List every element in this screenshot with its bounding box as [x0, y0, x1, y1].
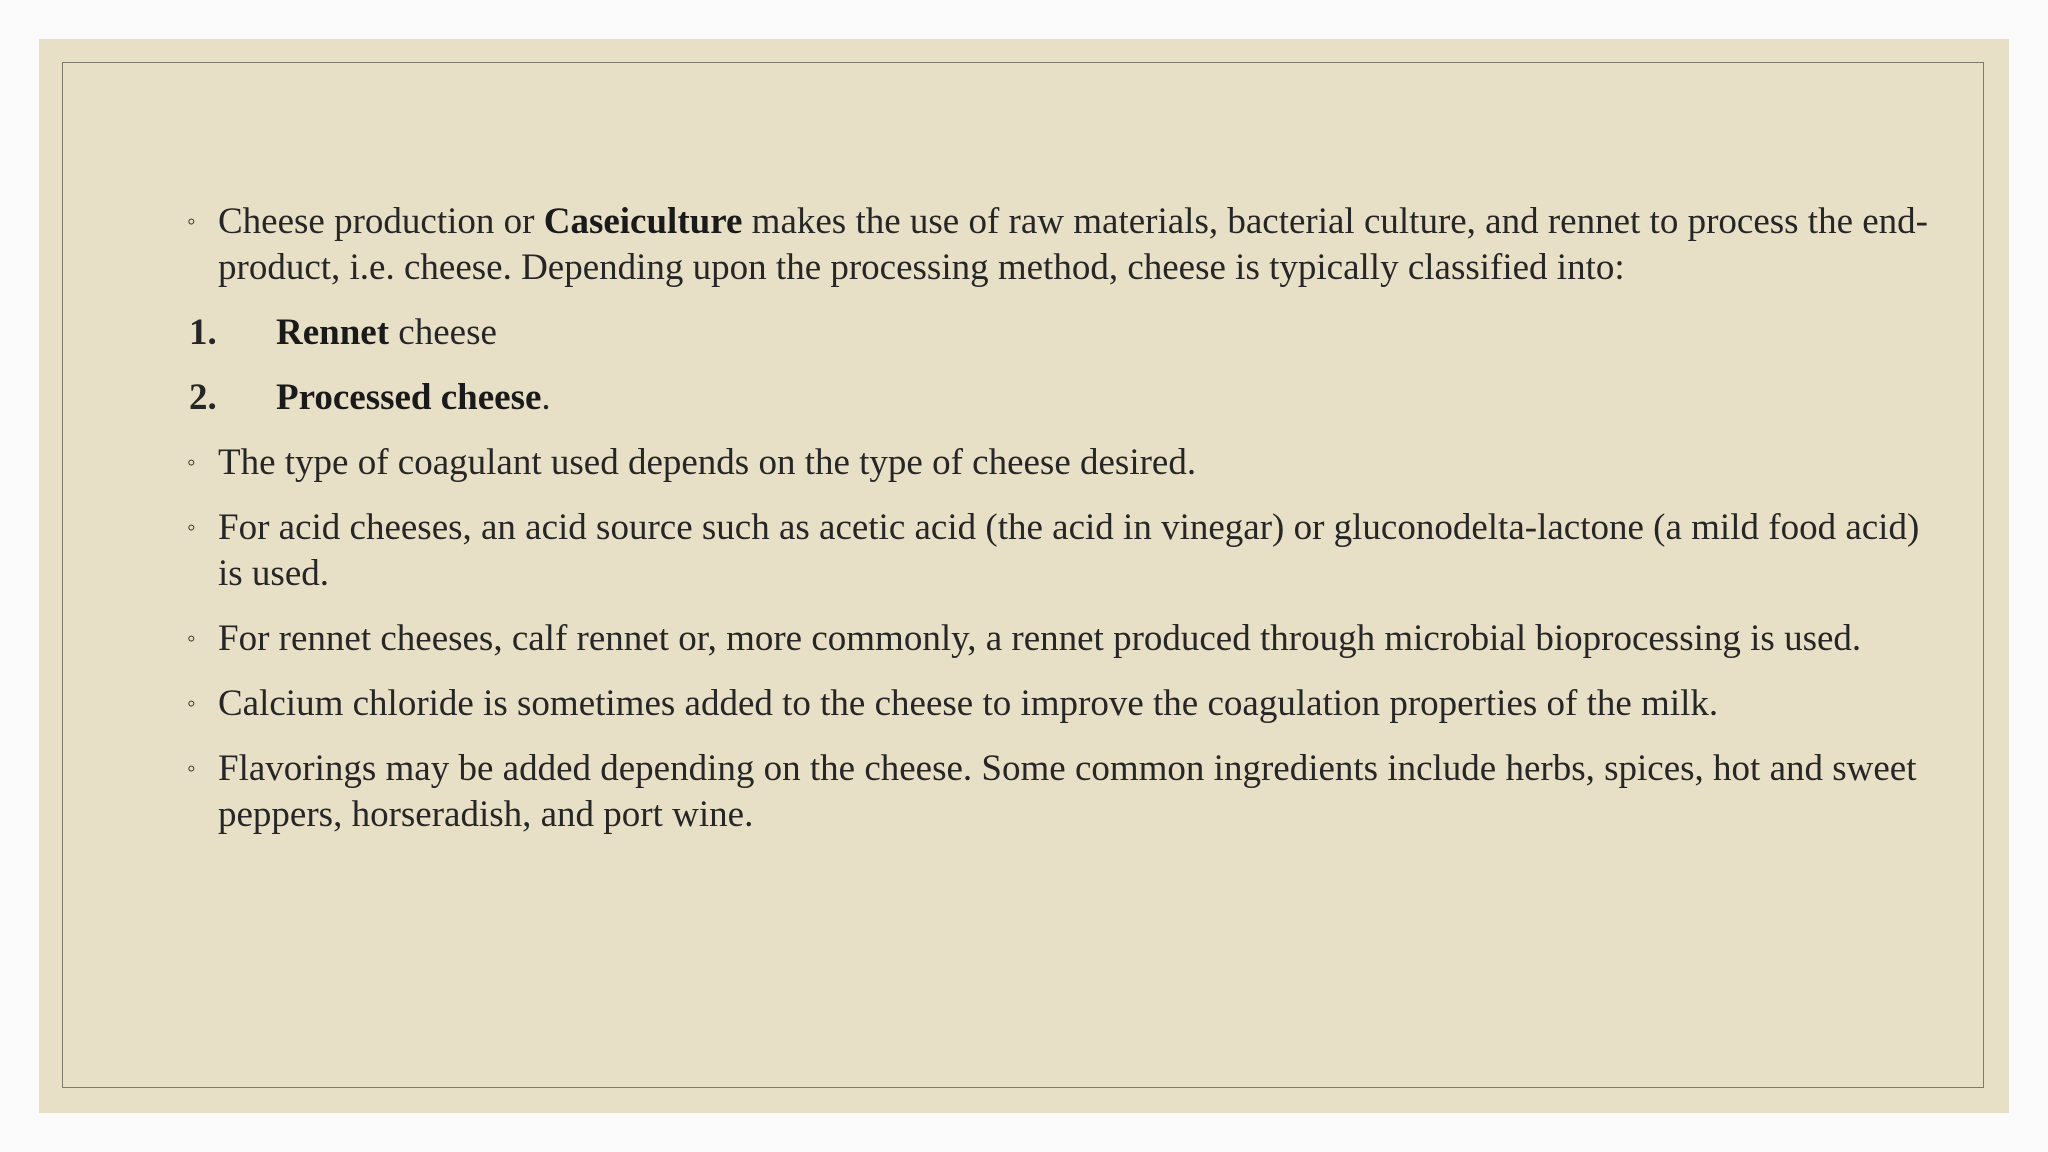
numbered-item-2: [149, 375, 1949, 421]
item-number: 1.: [189, 312, 217, 353]
numbered-rest: cheese: [389, 312, 497, 353]
intro-text-start: Cheese production or: [218, 201, 544, 242]
bullet-icon: ◦: [187, 515, 196, 541]
bullet-text: Flavorings may be added depending on the cheese. Some common ingredients include herbs, spices, hot and sweet peppers, horseradish, and port wine.: [218, 748, 1917, 835]
bullet-icon: ◦: [187, 450, 196, 476]
bullet-icon: ◦: [187, 626, 196, 652]
bullet-item-calcium-chloride: [149, 681, 1949, 727]
bullet-intro: [149, 199, 1949, 291]
bullet-item-coagulant: [149, 440, 1949, 486]
slide: [39, 39, 2009, 1113]
bullet-icon: ◦: [187, 756, 196, 782]
bullet-icon: ◦: [187, 691, 196, 717]
numbered-item-1: [149, 310, 1949, 356]
numbered-bold-term: Processed cheese: [276, 377, 542, 418]
bullet-text: For rennet cheeses, calf rennet or, more commonly, a rennet produced through microbial bioprocessing is used.: [218, 618, 1862, 659]
bullet-item-rennet-cheeses: [149, 616, 1949, 662]
intro-text-end: makes the use of raw materials, bacterial culture, and rennet to process the end-product, i.e. cheese. Depending upon the processing method, cheese is typically classified into:: [218, 201, 1928, 288]
item-number: 2.: [189, 377, 217, 418]
bullet-text: Calcium chloride is sometimes added to the cheese to improve the coagulation properties of the milk.: [218, 683, 1719, 724]
numbered-rest: .: [541, 377, 551, 418]
bullet-icon: ◦: [187, 209, 196, 235]
bullet-text: For acid cheeses, an acid source such as acetic acid (the acid in vinegar) or gluconodelta-lactone (a mild food acid) is used.: [218, 507, 1920, 594]
bullet-item-acid-cheeses: [149, 505, 1949, 597]
numbered-bold-term: Rennet: [276, 312, 390, 353]
bullet-text: The type of coagulant used depends on the type of cheese desired.: [218, 442, 1197, 483]
bullet-item-flavorings: [149, 746, 1949, 838]
slide-content: [149, 199, 1949, 857]
intro-bold-term: Caseiculture: [543, 201, 743, 242]
